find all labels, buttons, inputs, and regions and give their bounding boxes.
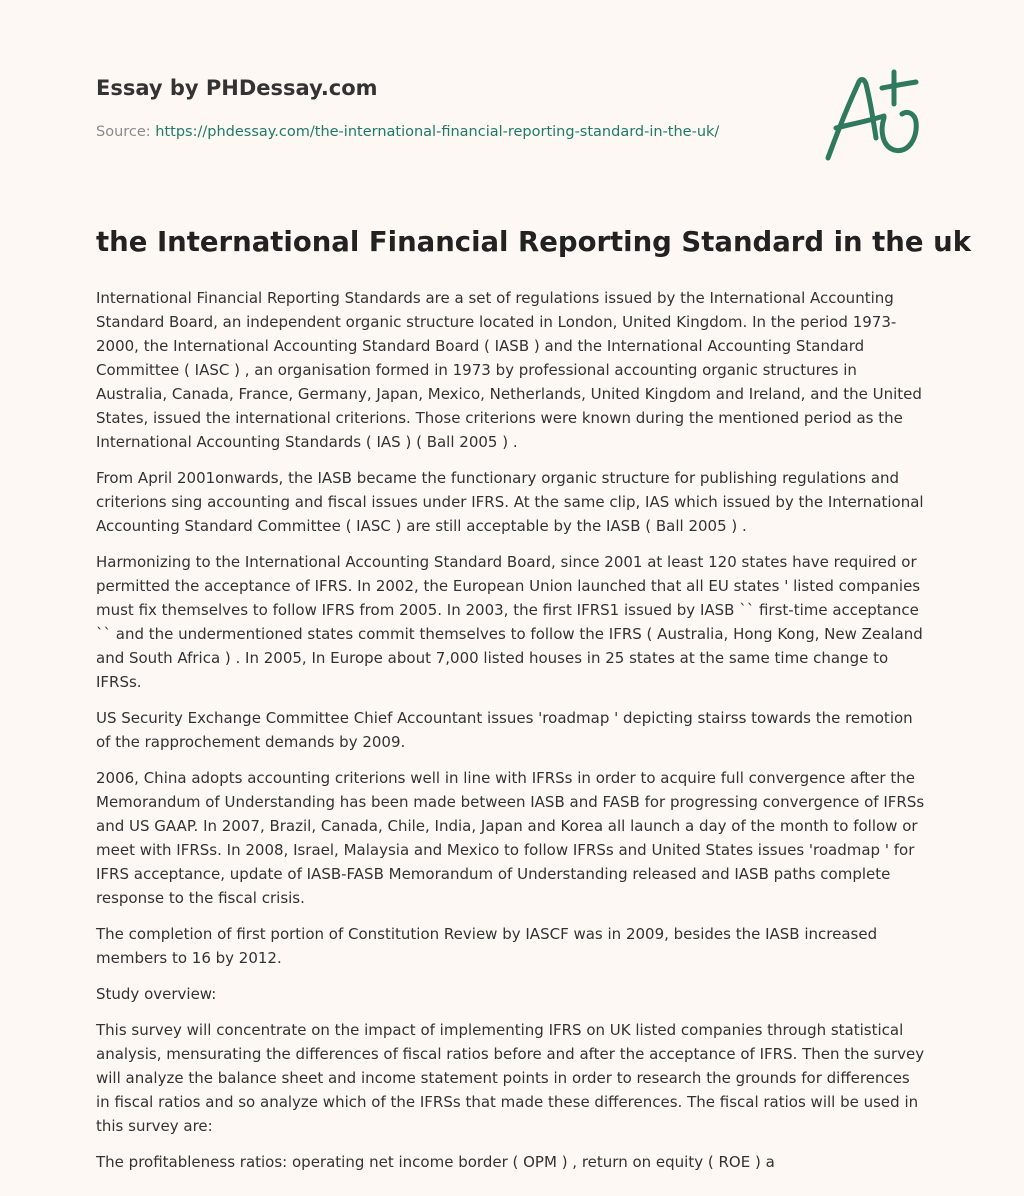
document-body xyxy=(96,286,926,1186)
source-line xyxy=(96,124,719,140)
paragraph: Study overview: xyxy=(96,985,217,1003)
paragraph: Harmonizing to the International Accounting Standard Board, since 2001 at least 120 states have required or permitted the acceptance of IFRS. In 2002, the European Union launched that all EU states ' listed companies must fix themselves to follow IFRS from 2005. In 2003, the first IFRS1 issued by IASB `` first-time acceptance `` and the undermentioned states commit themselves to follow the IFRS ( Australia, Hong Kong, New Zealand and South Africa ) . In 2005, In Europe about 7,000 listed houses in 25 states at the same time change to IFRSs. xyxy=(96,553,923,691)
paragraph: 2006, China adopts accounting criterions well in line with IFRSs in order to acquire full convergence after the Memorandum of Understanding has been made between IASB and FASB for progressing convergence of IFRSs and US GAAP. In 2007, Brazil, Canada, Chile, India, Japan and Korea all launch a day of the month to follow or meet with IFRSs. In 2008, Israel, Malaysia and Mexico to follow IFRSs and United States issues 'roadmap ' for IFRS acceptance, update of IASB-FASB Memorandum of Understanding released and IASB paths complete response to the fiscal crisis. xyxy=(96,769,925,907)
paragraph: US Security Exchange Committee Chief Accountant issues 'roadmap ' depicting stairss towards the remotion of the rapprochement demands by 2009. xyxy=(96,709,913,751)
paragraph: The completion of first portion of Constitution Review by IASCF was in 2009, besides the IASB increased members to 16 by 2012. xyxy=(96,925,878,967)
paragraph: This survey will concentrate on the impact of implementing IFRS on UK listed companies through statistical analysis, mensurating the differences of fiscal ratios before and after the acceptance of IFRS. Then the survey will analyze the balance sheet and income statement points in order to research the grounds for differences in fiscal ratios and so analyze which of the IFRSs that made these differences. The fiscal ratios will be used in this survey are: xyxy=(96,1021,925,1135)
site-title: Essay by PHDessay.com xyxy=(96,76,378,100)
paragraph: International Financial Reporting Standards are a set of regulations issued by the International Accounting Standard Board, an independent organic structure located in London, United Kingdom. In the period 1973-2000, the International Accounting Standard Board ( IASB ) and the International Accounting Standard Committee ( IASC ) , an organisation formed in 1973 by professional accounting organic structures in Australia, Canada, France, Germany, Japan, Mexico, Netherlands, United Kingdom and Ireland, and the United States, issued the international criterions. Those criterions were known during the mentioned period as the International Accounting Standards ( IAS ) ( Ball 2005 ) . xyxy=(96,289,922,451)
source-label: Source: xyxy=(96,124,151,140)
document-title: the International Financial Reporting Standard in the uk xyxy=(96,226,971,258)
paragraph: From April 2001onwards, the IASB became the functionary organic structure for publishing regulations and criterions sing accounting and fiscal issues under IFRS. At the same clip, IAS which issued by the International Accounting Standard Committee ( IASC ) are still acceptable by the IASB ( Ball 2005 ) . xyxy=(96,469,924,535)
paragraph: The profitableness ratios: operating net income border ( OPM ) , return on equity ( ROE ) a xyxy=(96,1153,775,1171)
a-plus-logo-icon xyxy=(822,66,926,166)
source-link[interactable]: https://phdessay.com/the-international-financial-reporting-standard-in-the-uk/ xyxy=(155,124,720,140)
